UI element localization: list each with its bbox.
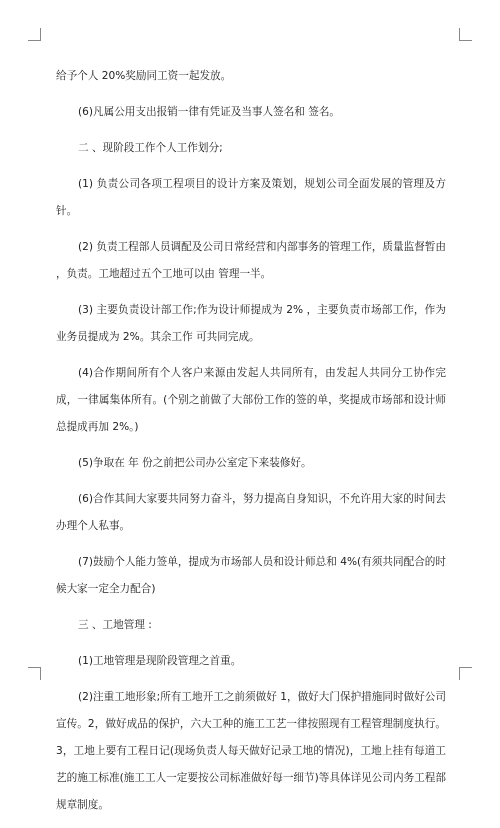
corner-crop-mark-bottom-left	[28, 667, 41, 680]
section-heading-3: 三 、工地管理 :	[78, 619, 152, 631]
paragraph-13: (2)注重工地形象;所有工地开工之前须做好 1，做好大门保护措施同时做好公司宣传。2，做好成品的保护，六大工种的施工工艺一律按照现有工程管理制度执行。3，工地上要有工程日记(现场负责人每天做好记录工地的情况)，工地上挂有每道工艺的施工标准(施工工人一定要按公司标准做好每一细节)等具体详见公司内务工程部规章制度。	[56, 691, 446, 811]
corner-crop-mark-top-right	[459, 28, 472, 41]
paragraph-9: (6)合作其间大家要共同努力奋斗，努力提高自身知识，不允许用大家的时间去办理个人私事。	[56, 493, 446, 532]
paragraph-7: (4)合作期间所有个人客户来源由发起人共同所有，由发起人共同分工协作完成，一律属集体所有。(个别之前做了大部份工作的签的单，奖提成市场部和设计师总提成再加 2%。)	[56, 367, 446, 433]
section-heading-2: 二 、现阶段工作个人工作划分;	[78, 142, 223, 154]
paragraph-8: (5)争取在 年 份之前把公司办公室定下来装修好。	[78, 457, 312, 469]
paragraph-4: (1) 负责公司各项工程项目的设计方案及策划，规划公司全面发展的管理及方针。	[56, 178, 446, 217]
paragraph-1: 给予个人 20%奖励同工资一起发放。	[56, 70, 232, 82]
paragraph-2: (6)凡属公用支出报销一律有凭证及当事人签名和 签名。	[78, 106, 341, 118]
paragraph-12: (1)工地管理是现阶段管理之首重。	[78, 655, 242, 667]
document-body	[56, 63, 446, 828]
corner-crop-mark-top-left	[28, 28, 41, 41]
paragraph-6: (3) 主要负责设计部工作;作为设计师提成为 2% ，主要负责市场部工作，作为业务员提成为 2%。其余工作 可共同完成。	[56, 304, 446, 343]
paragraph-5: (2) 负责工程部人员调配及公司日常经营和内部事务的管理工作，质量监督暂由 ，负责。工地超过五个工地可以由 管理一半。	[56, 241, 446, 280]
corner-crop-mark-bottom-right	[459, 667, 472, 680]
paragraph-10: (7)鼓励个人能力签单，提成为市场部人员和设计师总和 4%(有须共同配合的时候大家一定全力配合)	[56, 556, 446, 595]
